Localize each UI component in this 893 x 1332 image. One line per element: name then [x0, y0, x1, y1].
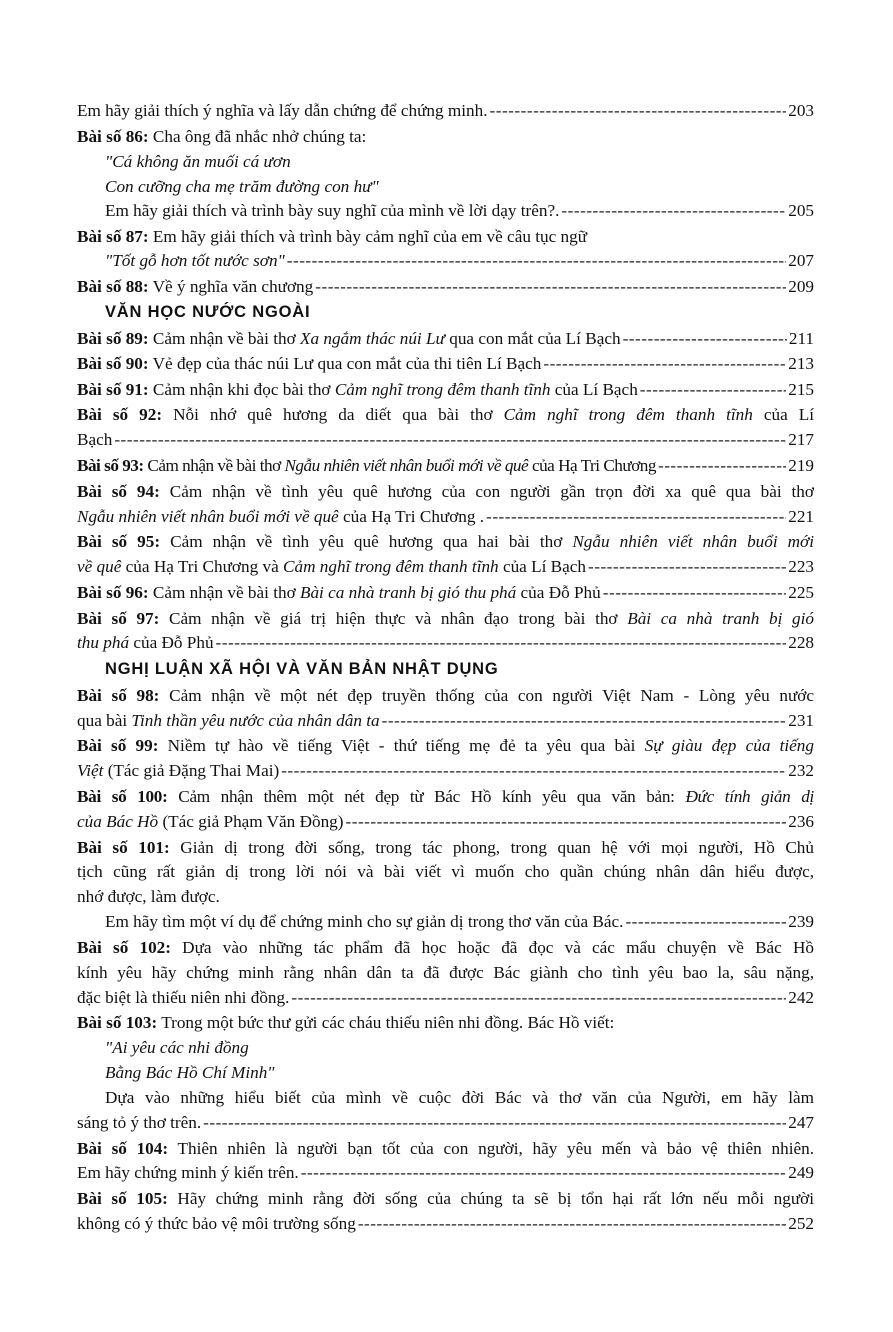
entry-label: Bài số 100:	[77, 787, 168, 806]
entry-text: của Đỗ Phủ	[516, 583, 601, 602]
entry-text: Trong một bức thư gửi các cháu thiếu niên nhi đồng. Bác Hồ viết:	[157, 1013, 615, 1032]
page-number: 247	[788, 1113, 814, 1132]
toc-entry-99	[77, 733, 814, 758]
page-number: 207	[788, 251, 814, 270]
entry-title: Ngẫu nhiên viết nhân buổi mới về quê	[284, 456, 529, 475]
dot-leader	[543, 351, 786, 376]
entry-title: Bài ca nhà tranh bị gió thu phá	[299, 583, 517, 602]
entry-title: Tinh thần yêu nước của nhân dân ta	[131, 711, 380, 730]
entry-label: Bài số 101:	[77, 838, 170, 857]
quote-line	[105, 174, 814, 199]
quote-text: Con cưỡng cha mẹ trăm đường con hư"	[105, 177, 379, 196]
dot-leader	[346, 809, 787, 834]
entry-title: Đức tính giản dị	[685, 787, 814, 806]
entry-text: Hãy chứng minh rằng đời sống của chúng ta sẽ bị tổn hại rất lớn nếu mỗi người	[167, 1189, 814, 1208]
entry-title: Xa ngắm thác núi Lư	[299, 329, 445, 348]
dot-leader	[640, 377, 786, 402]
dot-leader	[561, 198, 786, 223]
entry-text: Vẻ đẹp của thác núi Lư qua con mắt của thi tiên Lí Bạch	[148, 354, 542, 373]
entry-text: Giản dị trong đời sống, trong tác phong, trong quan hệ với mọi người, Hồ Chủ	[169, 838, 814, 857]
toc-entry-87	[77, 224, 814, 249]
page-number: 225	[788, 583, 814, 602]
entry-text: Cha ông đã nhắc nhở chúng ta:	[148, 127, 367, 146]
toc-line	[77, 504, 814, 529]
entry-text: Cảm nhận về tình yêu quê hương của con người gần trọn đời xa quê qua bài thơ	[159, 482, 814, 501]
entry-label: Bài số 104:	[77, 1139, 169, 1158]
entry-text: Em hãy giải thích và trình bày cảm nghĩ của em về câu tục ngữ	[148, 227, 588, 246]
toc-line	[77, 630, 814, 655]
entry-title: Cảm nghĩ trong đêm thanh tĩnh	[283, 557, 499, 576]
toc-entry-89	[77, 326, 814, 351]
toc-line	[77, 708, 814, 733]
entry-text: Thiên nhiên là người bạn tốt của con người, hãy yêu mến và bảo vệ thiên nhiên.	[168, 1139, 814, 1158]
quote-line	[105, 1060, 814, 1085]
toc-line	[105, 248, 814, 273]
page-number: 211	[788, 329, 814, 348]
entry-label: Bài số 87:	[77, 227, 149, 246]
entry-label: Bài số 93:	[77, 456, 144, 475]
entry-text: Cảm nhận về bài thơ	[148, 583, 300, 602]
quote-line	[105, 149, 814, 174]
entry-text: Cảm nhận về bài thơ	[143, 456, 285, 475]
entry-title: thu phá	[77, 633, 130, 652]
dot-leader	[382, 708, 787, 733]
toc-entry-97	[77, 606, 814, 631]
page-number: 215	[788, 380, 814, 399]
toc-entry-98	[77, 683, 814, 708]
toc-entry-92	[77, 402, 814, 427]
page-number: 242	[788, 988, 814, 1007]
entry-title: Ngẫu nhiên viết nhân buổi mới	[572, 532, 814, 551]
toc-entry-88	[77, 274, 814, 299]
dot-leader	[603, 580, 786, 605]
toc-entry-103	[77, 1010, 814, 1035]
toc-entry-94	[77, 479, 814, 504]
entry-text: Em hãy tìm một ví dụ để chứng minh cho sự giản dị trong thơ văn của Bác.	[105, 912, 624, 931]
entry-title: "Tốt gỗ hơn tốt nước sơn"	[105, 251, 285, 270]
body-line: nhớ được, làm được.	[77, 887, 220, 906]
entry-title: Bài ca nhà tranh bị gió	[627, 609, 814, 628]
entry-text: của Hạ Tri Chương và	[121, 557, 284, 576]
entry-text: Nỗi nhớ quê hương da diết qua bài thơ	[162, 405, 504, 424]
toc-entry-95	[77, 529, 814, 554]
toc-entry-96	[77, 580, 814, 605]
dot-leader	[287, 248, 786, 273]
entry-text: Cảm nhận thêm một nét đẹp từ Bác Hồ kính yêu qua văn bản:	[167, 787, 686, 806]
page-number: 231	[788, 711, 814, 730]
page-number: 205	[788, 201, 814, 220]
toc-line	[105, 198, 814, 223]
toc-line	[77, 758, 814, 783]
page-number: 203	[788, 101, 814, 120]
entry-text: của Lí Bạch	[498, 557, 586, 576]
entry-text: của Hạ Tri Chương .	[338, 507, 485, 526]
entry-text: Em hãy giải thích ý nghĩa và lấy dẫn chứng để chứng minh.	[77, 101, 488, 120]
page-number: 213	[788, 354, 814, 373]
entry-text: (Tác giả Đặng Thai Mai)	[103, 761, 280, 780]
dot-leader	[623, 326, 787, 351]
entry-label: Bài số 88:	[77, 277, 149, 296]
entry-title: Việt	[77, 761, 104, 780]
toc-line	[77, 554, 814, 579]
entry-label: Bài số 99:	[77, 736, 159, 755]
toc-entry-105	[77, 1186, 814, 1211]
entry-text: (Tác giả Phạm Văn Đồng)	[158, 812, 344, 831]
page-number: 249	[788, 1163, 814, 1182]
dot-leader	[291, 985, 786, 1010]
dot-leader	[281, 758, 786, 783]
entry-text: của Hạ Tri Chương	[528, 456, 656, 475]
toc-line	[77, 1211, 814, 1236]
quote-text: "Cá không ăn muối cá ươn	[105, 152, 291, 171]
toc-entry-86	[77, 124, 814, 149]
toc-entry-100	[77, 784, 814, 809]
toc-line	[77, 985, 814, 1010]
entry-label: Bài số 94:	[77, 482, 160, 501]
entry-text: của Lí Bạch	[550, 380, 638, 399]
body-line: tịch cũng rất giản dị trong lời nói và bài viết vì muốn cho quần chúng nhân dân hiểu được,	[77, 862, 814, 881]
entry-title: về quê	[77, 557, 122, 576]
dot-leader	[588, 554, 786, 579]
entry-label: Bài số 96:	[77, 583, 149, 602]
page-number: 232	[788, 761, 814, 780]
entry-text: Em hãy giải thích và trình bày suy nghĩ của mình về lời dạy trên?.	[105, 201, 560, 220]
entry-text: Cảm nhận về một nét đẹp truyền thống của con người Việt Nam - Lòng yêu nước	[159, 686, 814, 705]
page-number: 219	[788, 456, 814, 475]
section-heading: NGHỊ LUẬN XÃ HỘI VÀ VĂN BẢN NHẬT DỤNG	[105, 660, 499, 678]
toc-line	[105, 909, 814, 934]
entry-label: Bài số 91:	[77, 380, 149, 399]
entry-text: Cảm nhận về bài thơ	[148, 329, 300, 348]
dot-leader	[301, 1160, 786, 1185]
page-number: 209	[788, 277, 814, 296]
toc-entry-102	[77, 935, 814, 960]
entry-label: Bài số 102:	[77, 938, 171, 957]
quote-text: Bằng Bác Hồ Chí Minh"	[105, 1063, 275, 1082]
page-number: 239	[788, 912, 814, 931]
dot-leader	[315, 274, 786, 299]
toc-entry-90	[77, 351, 814, 376]
entry-text: của Lí	[752, 405, 814, 424]
entry-title: Ngẫu nhiên viết nhân buổi mới về quê	[77, 507, 339, 526]
entry-title: của Bác Hồ	[77, 812, 159, 831]
dot-leader	[358, 1211, 786, 1236]
entry-text: Niềm tự hào về tiếng Việt - thứ tiếng mẹ đẻ ta yêu qua bài	[158, 736, 645, 755]
entry-text: đặc biệt là thiếu niên nhi đồng.	[77, 988, 290, 1007]
entry-title: Cảm nghĩ trong đêm thanh tĩnh	[503, 405, 753, 424]
toc-entry-91	[77, 377, 814, 402]
entry-label: Bài số 103:	[77, 1013, 158, 1032]
entry-text: không có ý thức bảo vệ môi trường sống	[77, 1214, 356, 1233]
dot-leader	[114, 427, 786, 452]
toc-entry-101	[77, 835, 814, 860]
dot-leader	[625, 909, 786, 934]
entry-text: qua bài	[77, 711, 132, 730]
entry-text: Cảm nhận khi đọc bài thơ	[148, 380, 335, 399]
dot-leader	[658, 453, 786, 478]
quote-line	[105, 1035, 814, 1060]
entry-text: Cảm nhận về giá trị hiện thực và nhân đạo trong bài thơ	[159, 609, 628, 628]
toc-entry-104	[77, 1136, 814, 1161]
entry-text: Cảm nhận về tình yêu quê hương qua hai bài thơ	[160, 532, 573, 551]
body-line: Dựa vào những hiểu biết của mình về cuộc đời Bác và thơ văn của Người, em hãy làm	[105, 1088, 814, 1107]
quote-text: "Ai yêu các nhi đồng	[105, 1038, 249, 1057]
page-number: 217	[788, 430, 814, 449]
entry-title: Sự giàu đẹp của tiếng	[644, 736, 814, 755]
entry-text: của Đỗ Phủ	[129, 633, 214, 652]
entry-title: Cảm nghĩ trong đêm thanh tĩnh	[334, 380, 551, 399]
entry-text: Dựa vào những tác phẩm đã học hoặc đã đọc và các mẩu chuyện về Bác Hồ	[171, 938, 814, 957]
entry-label: Bài số 92:	[77, 405, 163, 424]
section-heading: VĂN HỌC NƯỚC NGOÀI	[105, 303, 311, 321]
entry-text: sáng tỏ ý thơ trên.	[77, 1113, 202, 1132]
toc-line	[77, 1110, 814, 1135]
dot-leader	[490, 98, 787, 123]
entry-text: Em hãy chứng minh ý kiến trên.	[77, 1163, 299, 1182]
dot-leader	[216, 630, 787, 655]
entry-label: Bài số 86:	[77, 127, 149, 146]
entry-text: Về ý nghĩa văn chương	[148, 277, 314, 296]
entry-label: Bài số 97:	[77, 609, 160, 628]
toc-line	[77, 98, 814, 123]
page-number: 221	[788, 507, 814, 526]
entry-label: Bài số 98:	[77, 686, 160, 705]
entry-label: Bài số 90:	[77, 354, 149, 373]
entry-text: Bạch	[77, 430, 113, 449]
page-number: 223	[788, 557, 814, 576]
entry-text: qua con mắt của Lí Bạch	[444, 329, 621, 348]
page-number: 228	[788, 633, 814, 652]
page-number: 252	[788, 1214, 814, 1233]
dot-leader	[486, 504, 786, 529]
toc-entry-93	[77, 453, 814, 478]
toc-line	[77, 427, 814, 452]
entry-label: Bài số 89:	[77, 329, 149, 348]
body-line: kính yêu hãy chứng minh rằng nhân dân ta đã được Bác giành cho tình yêu bao la, sâu nặng,	[77, 963, 814, 982]
toc-line	[77, 809, 814, 834]
entry-label: Bài số 105:	[77, 1189, 168, 1208]
entry-label: Bài số 95:	[77, 532, 161, 551]
dot-leader	[203, 1110, 786, 1135]
page-number: 236	[788, 812, 814, 831]
toc-line	[77, 1160, 814, 1185]
